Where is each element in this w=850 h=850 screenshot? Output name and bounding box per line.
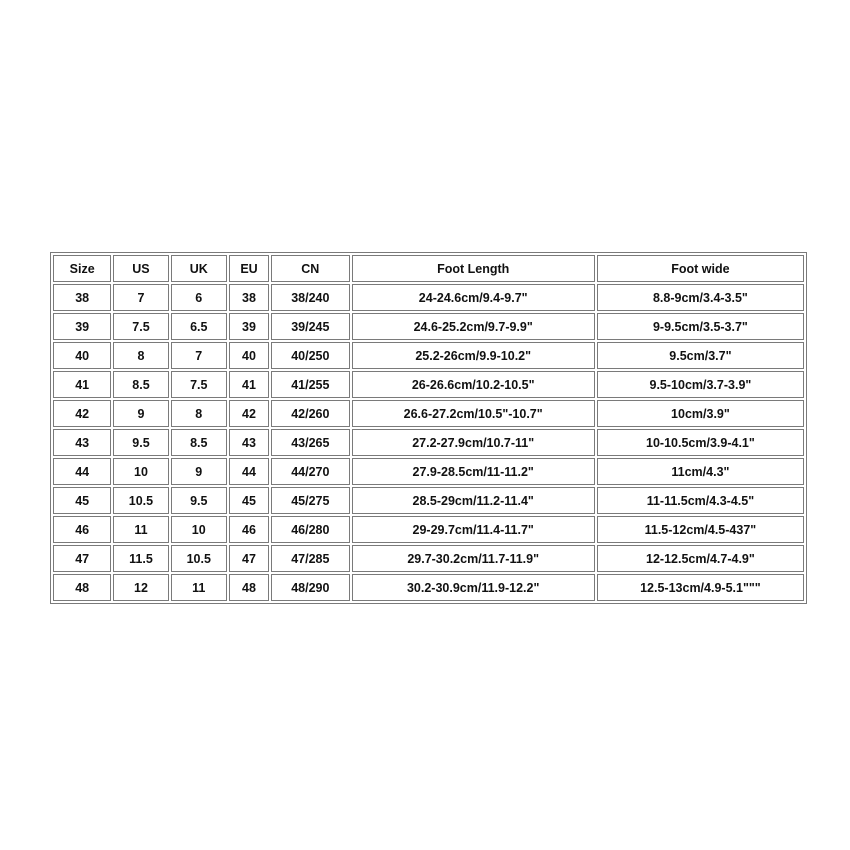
cell-cn: 47/285	[271, 545, 349, 572]
cell-us: 11.5	[113, 545, 168, 572]
cell-eu: 46	[229, 516, 269, 543]
cell-uk: 10.5	[171, 545, 227, 572]
cell-uk: 8	[171, 400, 227, 427]
size-chart-table	[50, 252, 807, 604]
cell-eu: 45	[229, 487, 269, 514]
cell-foot-length: 25.2-26cm/9.9-10.2"	[352, 342, 595, 369]
cell-eu: 48	[229, 574, 269, 601]
cell-uk: 6	[171, 284, 227, 311]
cell-foot-wide: 11-11.5cm/4.3-4.5"	[597, 487, 804, 514]
header-cn: CN	[271, 255, 349, 282]
table-row	[53, 342, 804, 369]
cell-cn: 44/270	[271, 458, 349, 485]
table-row	[53, 313, 804, 340]
cell-size: 44	[53, 458, 111, 485]
cell-foot-wide: 12-12.5cm/4.7-4.9"	[597, 545, 804, 572]
cell-cn: 39/245	[271, 313, 349, 340]
table-row	[53, 400, 804, 427]
cell-foot-length: 26-26.6cm/10.2-10.5"	[352, 371, 595, 398]
cell-cn: 40/250	[271, 342, 349, 369]
cell-us: 10	[113, 458, 168, 485]
cell-eu: 44	[229, 458, 269, 485]
cell-eu: 41	[229, 371, 269, 398]
cell-foot-length: 26.6-27.2cm/10.5"-10.7"	[352, 400, 595, 427]
table-row	[53, 284, 804, 311]
header-foot-wide: Foot wide	[597, 255, 804, 282]
table-row	[53, 458, 804, 485]
cell-cn: 43/265	[271, 429, 349, 456]
cell-us: 8	[113, 342, 168, 369]
cell-cn: 46/280	[271, 516, 349, 543]
cell-foot-wide: 9.5cm/3.7"	[597, 342, 804, 369]
header-row	[53, 255, 804, 282]
cell-foot-length: 28.5-29cm/11.2-11.4"	[352, 487, 595, 514]
cell-foot-length: 29.7-30.2cm/11.7-11.9"	[352, 545, 595, 572]
header-uk: UK	[171, 255, 227, 282]
cell-foot-length: 30.2-30.9cm/11.9-12.2"	[352, 574, 595, 601]
cell-eu: 42	[229, 400, 269, 427]
cell-foot-wide: 8.8-9cm/3.4-3.5"	[597, 284, 804, 311]
table-row	[53, 429, 804, 456]
cell-us: 7.5	[113, 313, 168, 340]
header-us: US	[113, 255, 168, 282]
cell-foot-length: 27.9-28.5cm/11-11.2"	[352, 458, 595, 485]
cell-foot-wide: 9-9.5cm/3.5-3.7"	[597, 313, 804, 340]
cell-foot-wide: 10-10.5cm/3.9-4.1"	[597, 429, 804, 456]
cell-foot-wide: 9.5-10cm/3.7-3.9"	[597, 371, 804, 398]
cell-us: 8.5	[113, 371, 168, 398]
cell-eu: 47	[229, 545, 269, 572]
cell-eu: 38	[229, 284, 269, 311]
cell-uk: 9.5	[171, 487, 227, 514]
cell-eu: 43	[229, 429, 269, 456]
cell-us: 9.5	[113, 429, 168, 456]
table-row	[53, 545, 804, 572]
cell-foot-length: 29-29.7cm/11.4-11.7"	[352, 516, 595, 543]
cell-foot-wide: 11.5-12cm/4.5-437"	[597, 516, 804, 543]
cell-foot-length: 27.2-27.9cm/10.7-11"	[352, 429, 595, 456]
cell-foot-length: 24.6-25.2cm/9.7-9.9"	[352, 313, 595, 340]
cell-size: 40	[53, 342, 111, 369]
cell-foot-wide: 11cm/4.3"	[597, 458, 804, 485]
cell-uk: 7	[171, 342, 227, 369]
cell-size: 46	[53, 516, 111, 543]
cell-cn: 41/255	[271, 371, 349, 398]
cell-size: 38	[53, 284, 111, 311]
table-row	[53, 574, 804, 601]
cell-foot-wide: 12.5-13cm/4.9-5.1"""	[597, 574, 804, 601]
table-row	[53, 487, 804, 514]
cell-foot-wide: 10cm/3.9"	[597, 400, 804, 427]
header-foot-length: Foot Length	[352, 255, 595, 282]
cell-cn: 48/290	[271, 574, 349, 601]
cell-size: 43	[53, 429, 111, 456]
cell-size: 47	[53, 545, 111, 572]
cell-eu: 40	[229, 342, 269, 369]
cell-cn: 42/260	[271, 400, 349, 427]
cell-uk: 9	[171, 458, 227, 485]
cell-uk: 8.5	[171, 429, 227, 456]
cell-uk: 11	[171, 574, 227, 601]
cell-us: 11	[113, 516, 168, 543]
cell-foot-length: 24-24.6cm/9.4-9.7"	[352, 284, 595, 311]
cell-size: 42	[53, 400, 111, 427]
table-row	[53, 516, 804, 543]
cell-size: 41	[53, 371, 111, 398]
cell-cn: 38/240	[271, 284, 349, 311]
table-row	[53, 371, 804, 398]
cell-uk: 6.5	[171, 313, 227, 340]
cell-uk: 10	[171, 516, 227, 543]
cell-size: 39	[53, 313, 111, 340]
cell-size: 48	[53, 574, 111, 601]
header-eu: EU	[229, 255, 269, 282]
cell-us: 9	[113, 400, 168, 427]
cell-uk: 7.5	[171, 371, 227, 398]
cell-us: 10.5	[113, 487, 168, 514]
cell-size: 45	[53, 487, 111, 514]
header-size: Size	[53, 255, 111, 282]
cell-us: 7	[113, 284, 168, 311]
cell-cn: 45/275	[271, 487, 349, 514]
cell-eu: 39	[229, 313, 269, 340]
cell-us: 12	[113, 574, 168, 601]
